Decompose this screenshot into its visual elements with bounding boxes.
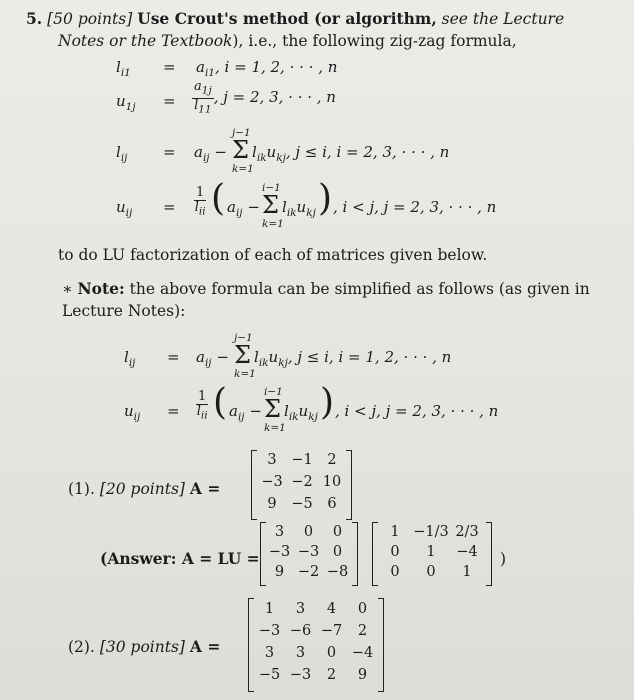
part1-points: [20 points] bbox=[99, 480, 185, 498]
matrix-cell: 0 bbox=[332, 524, 343, 540]
f2-lhs: u bbox=[116, 92, 126, 110]
matrix-cell: 1 bbox=[426, 544, 436, 560]
f4-frac-wrap bbox=[194, 186, 206, 219]
formula-4 bbox=[116, 198, 132, 219]
matrix-cell: 0 bbox=[332, 544, 343, 560]
f6-lhs-sub: ij bbox=[133, 411, 141, 423]
L-matrix-bracket-right bbox=[352, 522, 358, 586]
formula-5 bbox=[124, 348, 135, 369]
matrix-cell: −6 bbox=[289, 623, 312, 639]
formula-2 bbox=[116, 92, 136, 113]
f3-lhs: l bbox=[116, 143, 121, 161]
matrix-cell: −5 bbox=[258, 667, 281, 683]
matrix-cell: 0 bbox=[426, 564, 436, 580]
formula-6 bbox=[124, 402, 140, 423]
f4-a: $a_{ij}$ − bbox=[227, 198, 260, 219]
formula-3 bbox=[116, 143, 127, 164]
matrix-cell: 4 bbox=[326, 601, 337, 617]
matrix-cell: −8 bbox=[326, 564, 349, 580]
f4-u: u bbox=[296, 198, 307, 216]
note-line-2: Lecture Notes): bbox=[62, 302, 186, 320]
matrix-cell: 2 bbox=[357, 623, 368, 639]
f2-den: l bbox=[194, 97, 199, 113]
matrix-cell: 1 bbox=[462, 564, 472, 580]
f6-sigma: Σ bbox=[264, 395, 281, 423]
f4-l-sub: ik bbox=[286, 207, 297, 219]
f5-lhs-sub: ij bbox=[128, 357, 136, 369]
matrix-cell: 3 bbox=[295, 645, 306, 661]
matrix-cell: 1 bbox=[264, 601, 275, 617]
matrix-cell: 0 bbox=[326, 645, 337, 661]
f6-l-sub: ik bbox=[288, 411, 299, 423]
matrix-cell: 10 bbox=[322, 474, 342, 490]
f5-sum-lower: k=1 bbox=[234, 368, 256, 380]
f1-range: , i = 1, 2, · · · , n bbox=[215, 58, 338, 76]
f1-a: a bbox=[196, 58, 205, 76]
f6-a: $a_{ij}$ − bbox=[229, 402, 262, 423]
f2-lhs-sub: 1j bbox=[125, 101, 136, 113]
f3-sum-upper: j−1 bbox=[232, 127, 251, 139]
f5-equals: = bbox=[167, 348, 180, 366]
f4-frac-den: l bbox=[194, 200, 199, 215]
part2-label bbox=[68, 636, 220, 658]
f6-paren-close: ) bbox=[320, 382, 335, 423]
U-matrix-bracket-right bbox=[486, 522, 492, 586]
problem-number: 5. bbox=[26, 9, 43, 28]
f3-a-sub: ij bbox=[202, 152, 210, 164]
f6-equals: = bbox=[167, 402, 180, 420]
lu-instruction: to do LU factorization of each of matrices given below. bbox=[58, 246, 488, 264]
f1-a-sub: i1 bbox=[204, 67, 215, 79]
f4-fraction bbox=[194, 186, 206, 219]
f4-lhs-sub: ij bbox=[125, 207, 133, 219]
formula-1 bbox=[116, 58, 131, 79]
f6-lhs: u bbox=[124, 402, 134, 420]
matrix-cell: 6 bbox=[327, 496, 337, 512]
matrix-cell: 9 bbox=[274, 564, 285, 580]
f4-paren-open: ( bbox=[211, 178, 226, 219]
f4-term bbox=[282, 198, 316, 219]
f6-a-sub: ij bbox=[237, 411, 245, 423]
matrix-cell: −1 bbox=[291, 452, 313, 468]
part2-number: (2). bbox=[68, 638, 95, 656]
f3-sum-lower: k=1 bbox=[232, 163, 254, 175]
f6-sum-upper: i−1 bbox=[264, 386, 283, 398]
matrix-cell: 0 bbox=[357, 601, 368, 617]
matrix-cell: −2 bbox=[291, 474, 313, 490]
f5-u-sub: kj bbox=[278, 357, 288, 369]
f4-range: , i < j, j = 2, 3, · · · , n bbox=[333, 198, 497, 216]
matrix-cell: −3 bbox=[297, 544, 320, 560]
f4-sum-lower: k=1 bbox=[262, 218, 284, 230]
matrix-cell: 9 bbox=[267, 496, 277, 512]
f2-range: , j = 2, 3, · · · , n bbox=[213, 88, 336, 107]
f5-l: l bbox=[254, 348, 259, 366]
matrix-cell: 0 bbox=[390, 544, 400, 560]
f6-l: l bbox=[284, 402, 289, 420]
problem-line-2 bbox=[58, 30, 517, 52]
matrix-cell: −4 bbox=[456, 544, 478, 560]
f3-a-letter: a bbox=[194, 143, 203, 161]
f3-l-sub: ik bbox=[256, 152, 267, 164]
f4-l: l bbox=[282, 198, 287, 216]
matrix-cell: 3 bbox=[267, 452, 277, 468]
f6-paren-open: ( bbox=[213, 382, 228, 423]
note-label: Note: bbox=[77, 279, 125, 298]
f2-rhs bbox=[192, 80, 336, 116]
f1-equals: = bbox=[163, 58, 176, 76]
matrix-cell: 3 bbox=[264, 645, 275, 661]
matrix-cell: 3 bbox=[295, 601, 306, 617]
f5-l-sub: ik bbox=[258, 357, 269, 369]
problem-points: [50 points] bbox=[47, 10, 133, 28]
matrix-cell: −3 bbox=[258, 623, 281, 639]
matrix-cell: −7 bbox=[320, 623, 343, 639]
part2-A-equals: A = bbox=[189, 637, 221, 656]
matrix-cell: 9 bbox=[357, 667, 368, 683]
f3-equals: = bbox=[163, 143, 176, 161]
part1-answer-label bbox=[100, 548, 260, 570]
f4-equals: = bbox=[163, 198, 176, 216]
f3-u-sub: kj bbox=[276, 152, 286, 164]
f4-a-letter: a bbox=[227, 198, 236, 216]
matrix-cell: 0 bbox=[390, 564, 400, 580]
f6-u: u bbox=[298, 402, 309, 420]
part2-points: [30 points] bbox=[99, 638, 185, 656]
f1-rhs bbox=[196, 58, 337, 79]
part1-A-equals: A = bbox=[189, 479, 221, 498]
problem-header bbox=[26, 8, 564, 30]
matrix-cell: −5 bbox=[291, 496, 313, 512]
problem-line2-italic: Notes or the Textbook bbox=[58, 32, 233, 50]
matrix-cell: 2 bbox=[326, 667, 337, 683]
f1-lhs-sub: i1 bbox=[120, 67, 131, 79]
f6-sum-lower: k=1 bbox=[264, 422, 286, 434]
note-star: ∗ bbox=[62, 280, 73, 298]
f6-a-letter: a bbox=[229, 402, 238, 420]
matrix-cell: −2 bbox=[297, 564, 320, 580]
f5-lhs: l bbox=[124, 348, 129, 366]
part1-label bbox=[68, 478, 220, 500]
f3-sigma: Σ bbox=[232, 136, 249, 164]
f5-sum-upper: j−1 bbox=[234, 332, 253, 344]
matrix-cell: 2 bbox=[327, 452, 337, 468]
matrix-cell: 1 bbox=[390, 524, 400, 540]
matrix-cell: −3 bbox=[261, 474, 283, 490]
matrix-cell: −1/3 bbox=[413, 524, 449, 540]
f5-u: u bbox=[268, 348, 279, 366]
matrix-cell: 3 bbox=[274, 524, 285, 540]
f2-num: a bbox=[194, 79, 202, 94]
matrix-cell: 0 bbox=[303, 524, 314, 540]
note-line-1 bbox=[62, 278, 590, 300]
f3-u: u bbox=[266, 143, 277, 161]
f5-a-sub: ij bbox=[204, 357, 212, 369]
f2-equals: = bbox=[163, 92, 176, 110]
answer-label-text: (Answer: A = LU = bbox=[100, 549, 260, 568]
f3-term bbox=[252, 143, 449, 164]
f6-u-sub: kj bbox=[308, 411, 318, 423]
f3-l: l bbox=[252, 143, 257, 161]
note-text-1: the above formula can be simplified as follows (as given in bbox=[129, 280, 590, 298]
answer-close-paren: ) bbox=[500, 550, 507, 568]
f4-a-sub: ij bbox=[235, 207, 243, 219]
part2-matrix-bracket-right bbox=[378, 598, 384, 692]
f2-num-sub: 1j bbox=[201, 84, 212, 97]
f4-frac-num: 1 bbox=[196, 185, 205, 200]
f4-sum-upper: i−1 bbox=[262, 182, 281, 194]
matrix-cell: −4 bbox=[351, 645, 374, 661]
f3-lhs-sub: ij bbox=[120, 152, 128, 164]
f5-sigma: Σ bbox=[234, 341, 251, 369]
f5-range: , j ≤ i, i = 1, 2, · · · , n bbox=[287, 348, 452, 366]
f6-term bbox=[284, 402, 318, 423]
problem-title-italic: see the Lecture bbox=[441, 10, 565, 28]
f1-lhs: l bbox=[116, 58, 121, 76]
problem-title: Use Crout's method (or algorithm, bbox=[137, 9, 437, 28]
f4-frac-den-sub: ii bbox=[198, 205, 206, 218]
f5-a: $a_{ij}$ − bbox=[196, 348, 229, 369]
f2-fraction bbox=[192, 80, 214, 116]
f2-den-sub: 11 bbox=[198, 103, 212, 116]
f6-frac-num: 1 bbox=[198, 389, 207, 404]
f6-frac-den: l bbox=[196, 404, 201, 419]
f6-frac-den-sub: ii bbox=[200, 409, 208, 422]
f6-fraction bbox=[196, 390, 208, 423]
f4-paren-close: ) bbox=[318, 178, 333, 219]
f5-a-letter: a bbox=[196, 348, 205, 366]
matrix-cell: 2/3 bbox=[455, 524, 479, 540]
f3-range: , j ≤ i, i = 2, 3, · · · , n bbox=[285, 143, 450, 161]
f3-a: $a_{ij}$ − bbox=[194, 143, 227, 164]
f6-range: , i < j, j = 2, 3, · · · , n bbox=[335, 402, 499, 420]
f4-u-sub: kj bbox=[306, 207, 316, 219]
part1-number: (1). bbox=[68, 480, 95, 498]
problem-line2-rest: ), i.e., the following zig-zag formula, bbox=[232, 32, 517, 50]
f5-term bbox=[254, 348, 451, 369]
matrix-cell: −3 bbox=[268, 544, 291, 560]
f4-sigma: Σ bbox=[262, 191, 279, 219]
f6-frac-wrap bbox=[196, 390, 208, 423]
matrix-cell: −3 bbox=[289, 667, 312, 683]
f4-lhs: u bbox=[116, 198, 126, 216]
